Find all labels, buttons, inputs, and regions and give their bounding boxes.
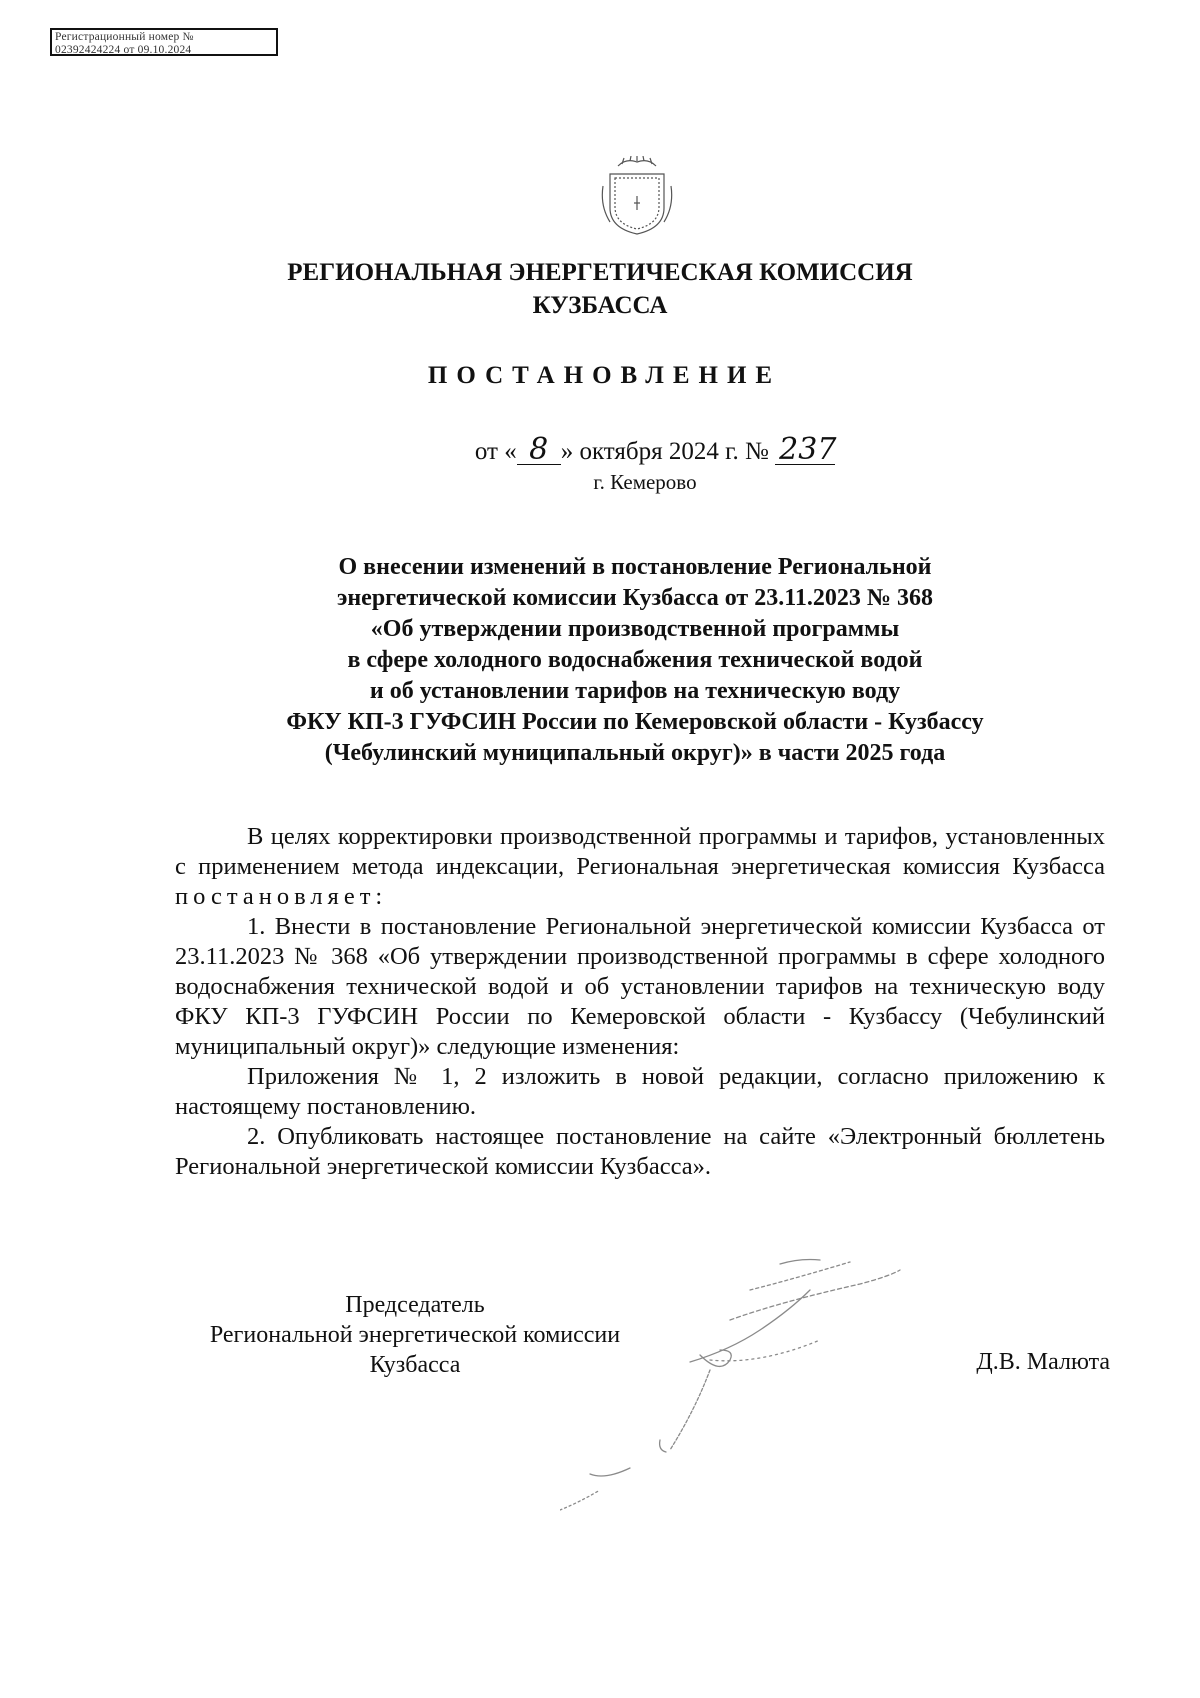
- city: г. Кемерово: [593, 470, 697, 494]
- handwritten-number: 237: [775, 436, 835, 465]
- document-title: [0, 552, 1200, 769]
- title-line: энергетической комиссии Кузбасса от 23.11.2023 № 368: [336, 585, 934, 611]
- handwritten-day: 8: [517, 436, 561, 465]
- body-paragraph-appendix: Приложения № 1, 2 изложить в новой редакции, согласно приложению к настоящему постановлению.: [175, 1063, 1105, 1120]
- date-middle: » октября 2024 г. №: [560, 438, 769, 465]
- title-line: в сфере холодного водоснабжения технической водой: [347, 647, 923, 673]
- title-line: (Чебулинский муниципальный округ)» в части 2025 года: [324, 740, 946, 766]
- signer-position-line2: Региональной энергетической комиссии: [209, 1322, 621, 1348]
- signer-name: Д.В. Малюта: [976, 1349, 1110, 1375]
- registration-stamp-line1: Регистрационный номер №: [55, 31, 194, 43]
- body-paragraph-preamble: [175, 822, 1105, 912]
- title-line: О внесении изменений в постановление Региональной: [338, 554, 932, 580]
- organization-name-line1: РЕГИОНАЛЬНАЯ ЭНЕРГЕТИЧЕСКАЯ КОМИССИЯ: [287, 259, 913, 286]
- organization-name-line2: КУЗБАССА: [532, 292, 668, 319]
- title-line: и об установлении тарифов на техническую воду: [369, 678, 901, 704]
- handwritten-signature: [560, 1250, 1000, 1550]
- document-body: [175, 822, 1105, 1182]
- document-type: ПОСТАНОВЛЕНИЕ: [427, 362, 782, 389]
- registration-stamp-line2: 02392424224 от 09.10.2024: [55, 44, 192, 56]
- title-line: ФКУ КП-3 ГУФСИН России по Кемеровской области - Кузбассу: [286, 709, 984, 735]
- coat-of-arms-icon: [598, 156, 676, 236]
- registration-stamp: [50, 28, 278, 56]
- organization-name: [0, 256, 1200, 322]
- date-prefix: от «: [474, 438, 517, 465]
- signer-position-line3: Кузбасса: [369, 1352, 461, 1378]
- signer-position-line1: Председатель: [345, 1292, 485, 1318]
- title-line: «Об утверждении производственной программы: [370, 616, 900, 642]
- body-paragraph-item1: 1. Внести в постановление Региональной энергетической комиссии Кузбасса от 23.11.2023 № 368 «Об утверждении производственной программы в сфере холодного водоснабжения технической водой и об установлении тарифов на техническую воду ФКУ КП-3 ГУФСИН России по Кемеровской области - Кузбассу (Чебулинский муниципальный округ)» следующие изменения:: [175, 913, 1105, 1060]
- preamble-verb: постановляет:: [175, 883, 388, 910]
- date-line: [0, 432, 1200, 468]
- preamble-text: В целях корректировки производственной программы и тарифов, установленных с применением метода индексации, Региональная энергетическая комиссия Кузбасса: [175, 823, 1105, 880]
- body-paragraph-item2: 2. Опубликовать настоящее постановление на сайте «Электронный бюллетень Региональной энергетической комиссии Кузбасса».: [175, 1123, 1105, 1180]
